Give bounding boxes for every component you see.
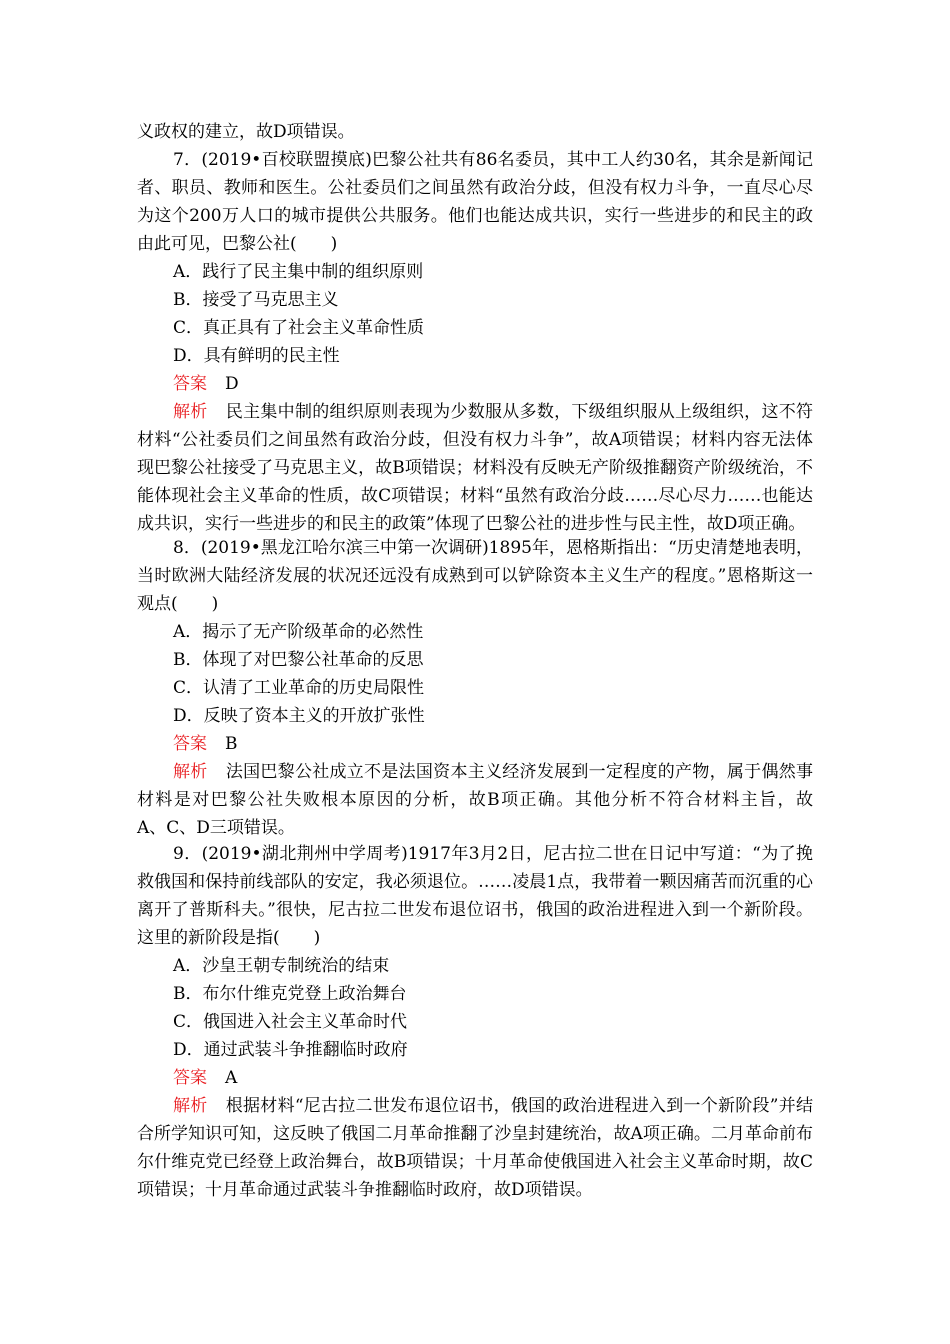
answer-line [137, 1064, 813, 1092]
option-d: D．反映了资本主义的开放扩张性 [173, 706, 425, 726]
explanation-label: 解析 [173, 762, 208, 782]
option-a: A．沙皇王朝专制统治的结束 [173, 956, 390, 976]
question-stem-line: 这里的新阶段是指( ) [137, 928, 321, 948]
question-stem-line: 者、职员、教师和医生。公社委员们之间虽然有政治分歧，但没有权力斗争，一直尽心尽 [137, 178, 813, 198]
question-stem-line: 由此可见，巴黎公社( ) [137, 234, 338, 254]
answer-label: 答案 [173, 734, 207, 754]
question-stem-line: 离开了普斯科夫。”很快，尼古拉二世发布退位诏书，俄国的政治进程进入到一个新阶段。 [137, 900, 813, 920]
option-c: C．真正具有了社会主义革命性质 [173, 318, 425, 338]
carryover-text [137, 118, 813, 146]
explanation-line: A、C、D三项错误。 [137, 818, 295, 838]
text-line: 义政权的建立，故D项错误。 [137, 122, 355, 142]
question-stem-line: 当时欧洲大陆经济发展的状况还远没有成熟到可以铲除资本主义生产的程度。”恩格斯这一 [137, 566, 813, 586]
question-stem-line: 7．(2019•百校联盟摸底)巴黎公社共有86名委员，其中工人约30名，其余是新闻记 [173, 150, 813, 170]
explanation-line: 能体现社会主义革命的性质，故C项错误；材料“虽然有政治分歧……尽心尽力……也能达 [137, 486, 813, 506]
question-stem-line: 9．(2019•湖北荆州中学周考)1917年3月2日，尼古拉二世在日记中写道：“为了挽 [173, 844, 813, 864]
option-a: A．践行了民主集中制的组织原则 [173, 262, 424, 282]
explanation-line: 材料是对巴黎公社失败根本原因的分析，故B项正确。其他分析不符合材料主旨，故 [137, 790, 813, 810]
explanation-line [137, 758, 813, 786]
explanation-label: 解析 [173, 402, 208, 422]
explanation-text: 根据材料“尼古拉二世发布退位诏书，俄国的政治进程进入到一个新阶段”并结 [225, 1096, 813, 1116]
explanation-text: 法国巴黎公社成立不是法国资本主义经济发展到一定程度的产物，属于偶然事 [225, 762, 813, 782]
option-c: C．认清了工业革命的历史局限性 [173, 678, 425, 698]
answer-label: 答案 [173, 1068, 207, 1088]
explanation-text: 民主集中制的组织原则表现为少数服从多数，下级组织服从上级组织，这不符 [225, 402, 813, 422]
question-8 [137, 534, 813, 842]
explanation-line: 现巴黎公社接受了马克思主义，故B项错误；材料没有反映无产阶级推翻资产阶级统治，不 [137, 458, 813, 478]
option-b: B．体现了对巴黎公社革命的反思 [173, 650, 424, 670]
question-7 [137, 146, 813, 538]
explanation-label: 解析 [173, 1096, 208, 1116]
explanation-line: 合所学知识可知，这反映了俄国二月革命推翻了沙皇封建统治，故A项正确。二月革命前布 [137, 1124, 813, 1144]
question-stem-line: 8．(2019•黑龙江哈尔滨三中第一次调研)1895年，恩格斯指出：“历史清楚地表明， [173, 538, 813, 558]
question-stem-line: 为这个200万人口的城市提供公共服务。他们也能达成共识，实行一些进步的和民主的政 [137, 206, 813, 226]
explanation-line [137, 398, 813, 426]
option-d: D．通过武装斗争推翻临时政府 [173, 1040, 408, 1060]
explanation-line: 材料“公社委员们之间虽然有政治分歧，但没有权力斗争”，故A项错误；材料内容无法体 [137, 430, 813, 450]
answer-value: A [225, 1068, 238, 1088]
option-b: B．接受了马克思主义 [173, 290, 339, 310]
option-b: B．布尔什维克党登上政治舞台 [173, 984, 407, 1004]
option-a: A．揭示了无产阶级革命的必然性 [173, 622, 424, 642]
question-stem-line: 观点( ) [137, 594, 219, 614]
explanation-line: 尔什维克党已经登上政治舞台，故B项错误；十月革命使俄国进入社会主义革命时期，故C [137, 1152, 813, 1172]
explanation-line: 项错误；十月革命通过武装斗争推翻临时政府，故D项错误。 [137, 1180, 593, 1200]
option-c: C．俄国进入社会主义革命时代 [173, 1012, 408, 1032]
question-9 [137, 840, 813, 1204]
answer-line [137, 370, 813, 398]
explanation-line [137, 1092, 813, 1120]
question-stem-line: 救俄国和保持前线部队的安定，我必须退位。……凌晨1点，我带着一颗因痛苦而沉重的心 [137, 872, 813, 892]
answer-line [137, 730, 813, 758]
explanation-line: 成共识，实行一些进步的和民主的政策”体现了巴黎公社的进步性与民主性，故D项正确。 [137, 514, 806, 534]
answer-value: B [225, 734, 238, 754]
answer-value: D [225, 374, 239, 394]
option-d: D．具有鲜明的民主性 [173, 346, 340, 366]
answer-label: 答案 [173, 374, 207, 394]
